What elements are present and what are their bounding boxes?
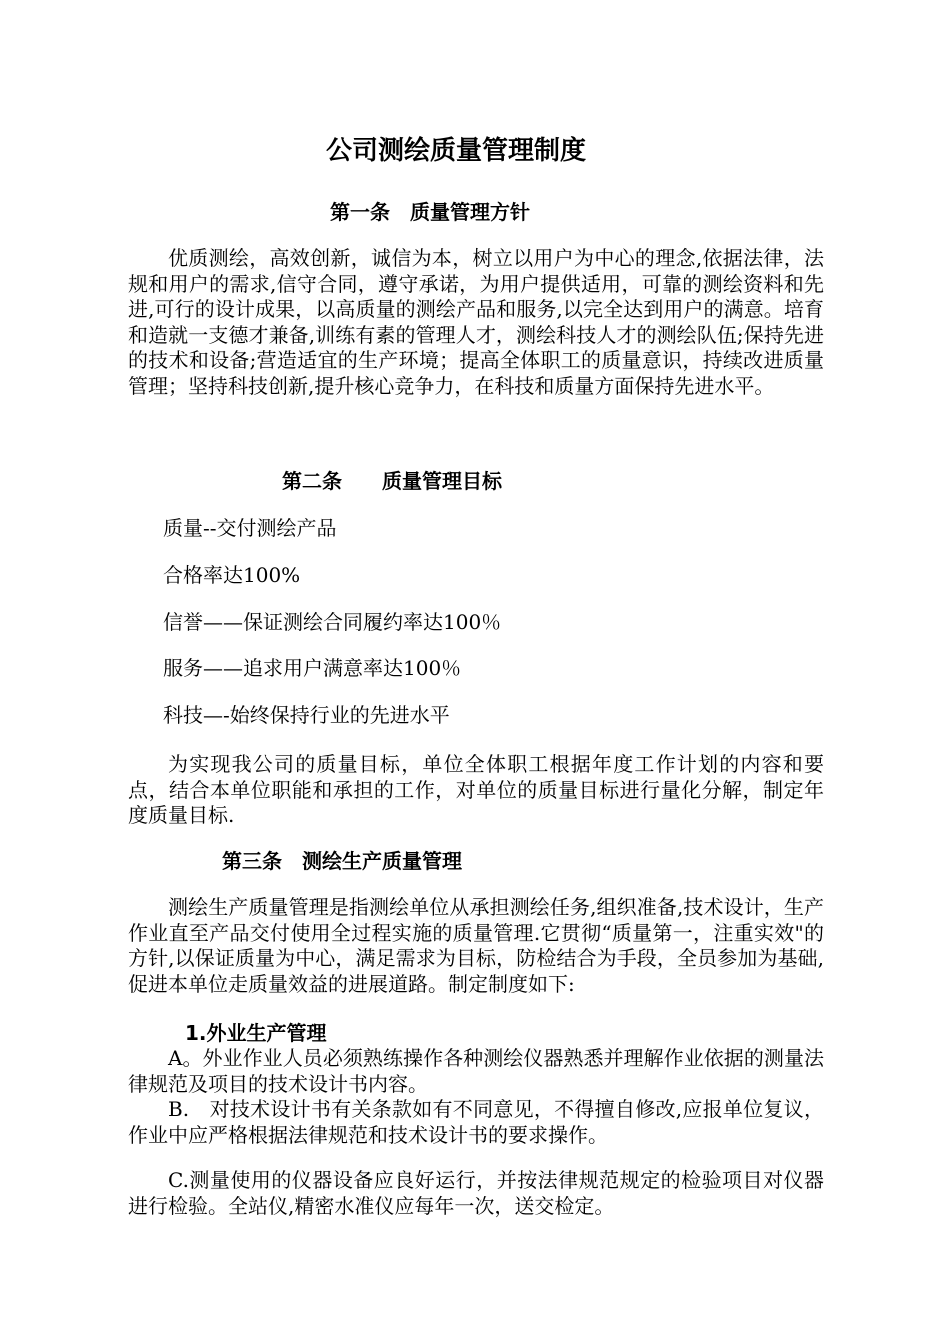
goal-item: 信誉——保证测绘合同履约率达100％ [163, 610, 502, 634]
article2-heading: 第二条 质量管理目标 [282, 469, 502, 493]
article2-body: 为实现我公司的质量目标，单位全体职工根据年度工作计划的内容和要点，结合本单位职能和承担的工作，对单位的质量目标进行量化分解，制定年度质量目标. [128, 752, 824, 828]
section1-heading: 1.外业生产管理 [185, 1021, 327, 1045]
article1-heading: 第一条 质量管理方针 [330, 200, 530, 224]
section1-item-c: C.测量使用的仪器设备应良好运行，并按法律规范规定的检验项目对仪器进行检验。全站仪,精密水准仪应每年一次，送交检定。 [128, 1168, 824, 1218]
section1-item-a: A。外业作业人员必须熟练操作各种测绘仪器熟悉并理解作业依据的测量法律规范及项目的技术设计书内容。 [128, 1046, 824, 1096]
goal-item: 质量--交付测绘产品 [163, 516, 337, 540]
goal-item: 合格率达100% [163, 563, 301, 587]
document-title: 公司测绘质量管理制度 [325, 136, 586, 166]
article1-body: 优质测绘，高效创新，诚信为本，树立以用户为中心的理念,依据法律，法规和用户的需求,信守合同，遵守承诺，为用户提供适用，可靠的测绘资料和先进,可行的设计成果，以高质量的测绘产品和服务,以完全达到用户的满意。培育和造就一支德才兼备,训练有素的管理人才，测绘科技人才的测绘队伍;保持先进的技术和设备;营造适宜的生产环境；提高全体职工的质量意识，持续改进质量管理；坚持科技创新,提升核心竞争力，在科技和质量方面保持先进水平。 [128, 246, 824, 398]
goal-item: 服务——追求用户满意率达100％ [163, 656, 462, 680]
section1-item-b: B. 对技术设计书有关条款如有不同意见，不得擅自修改,应报单位复议，作业中应严格根据法律规范和技术设计书的要求操作。 [128, 1097, 824, 1147]
article3-body: 测绘生产质量管理是指测绘单位从承担测绘任务,组织准备,技术设计，生产作业直至产品交付使用全过程实施的质量管理.它贯彻“质量第一，注重实效"的方针,以保证质量为中心，满足需求为目标，防检结合为手段，全员参加为基础,促进本单位走质量效益的进展道路。制定制度如下: [128, 895, 824, 996]
goal-item: 科技—-始终保持行业的先进水平 [163, 703, 450, 727]
article3-heading: 第三条 测绘生产质量管理 [222, 849, 462, 873]
